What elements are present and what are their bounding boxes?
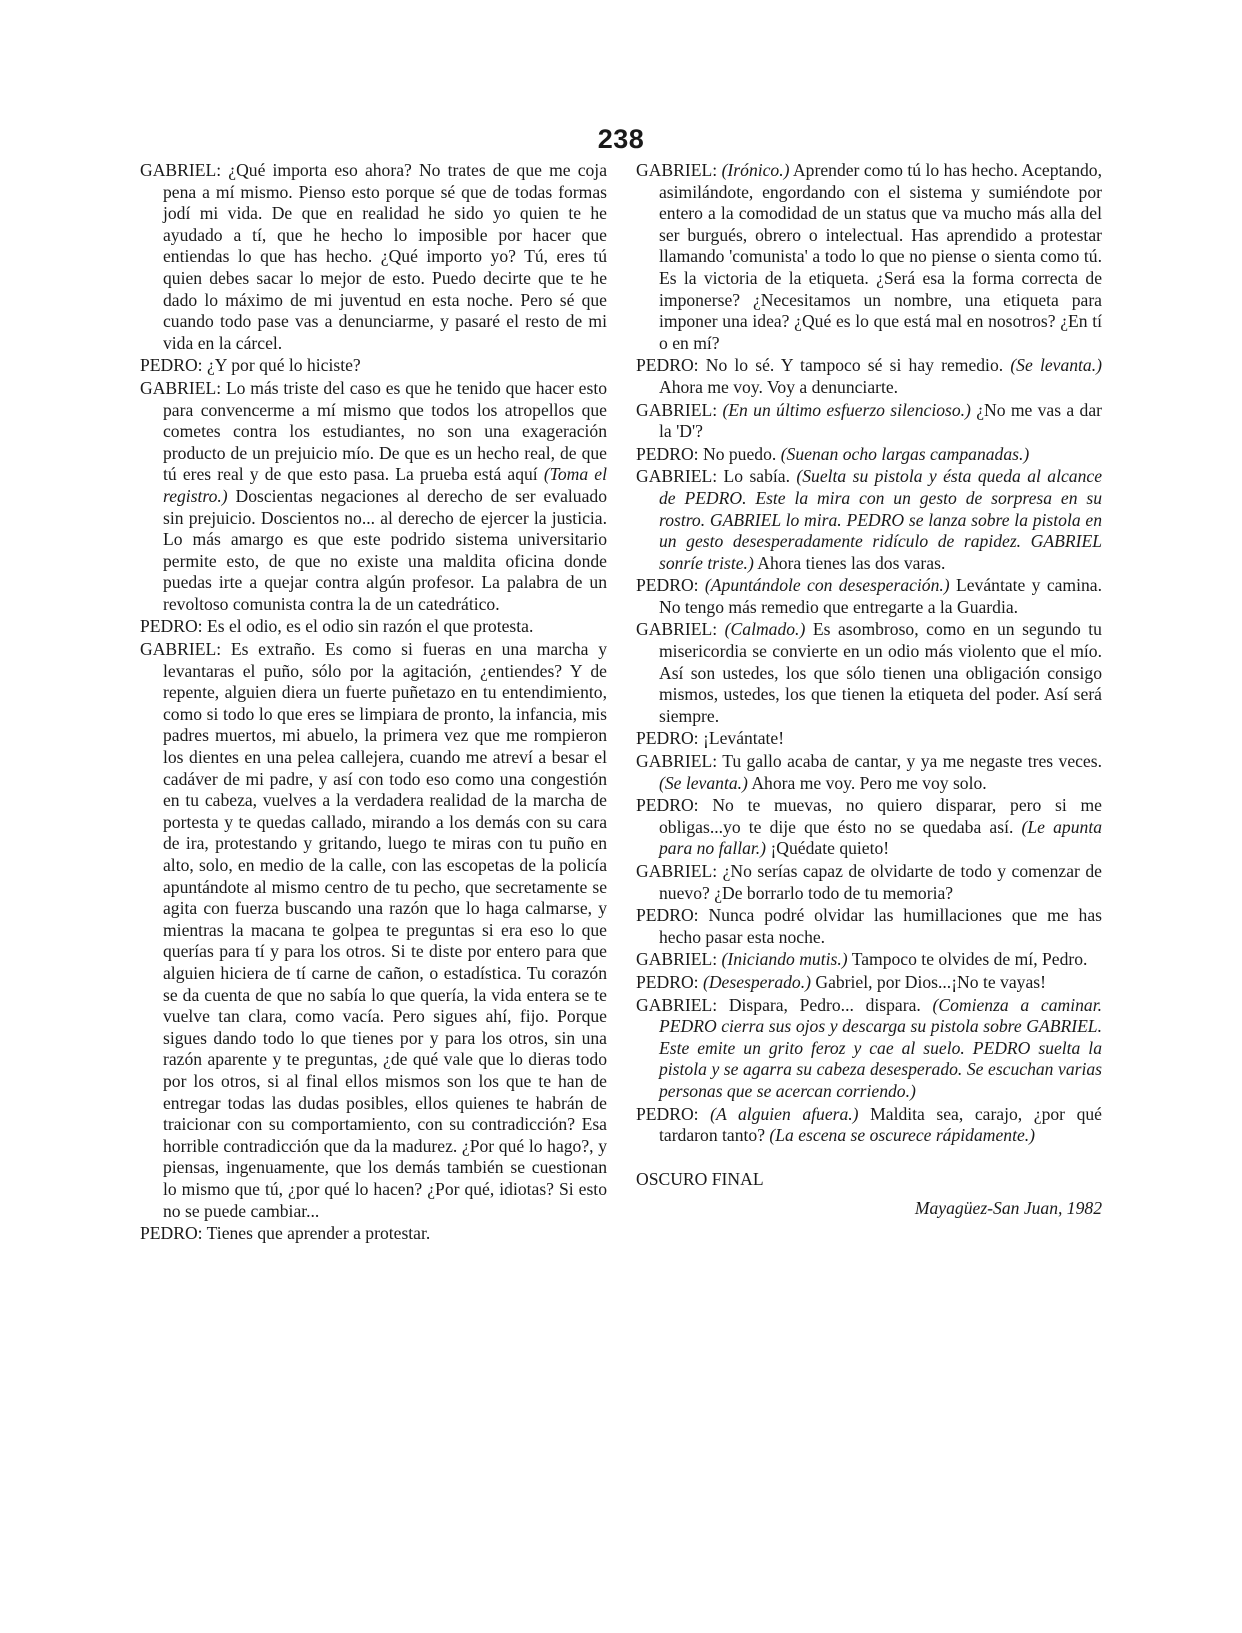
dialogue-line xyxy=(636,751,1102,794)
speaker-name: GABRIEL: xyxy=(636,949,718,970)
left-column xyxy=(140,160,607,1246)
dialogue-text: Es asombroso, como en un segundo tu misericordia se convierte en un odio más violento que el mío. Así son ustedes, los que sólo tienen una obligación consigo mismos, ustedes, los que tienen la etiqueta del poder. Así será siempre. xyxy=(659,619,1102,726)
dialogue-line xyxy=(636,1104,1102,1147)
stage-direction: (Se levanta.) xyxy=(1010,355,1102,376)
speaker-name: GABRIEL: xyxy=(636,861,718,881)
dialogue-text: Tienes que aprender a protestar. xyxy=(206,1223,431,1244)
dialogue-text: Ahora tienes las dos varas. xyxy=(753,552,946,573)
dialogue-line xyxy=(636,160,1102,354)
dialogue-text: Tu gallo acaba de cantar, y ya me negaste tres veces. xyxy=(722,751,1102,772)
speaker-name: GABRIEL: xyxy=(636,751,718,772)
stage-direction: (Se levanta.) xyxy=(659,772,748,793)
dialogue-line xyxy=(140,616,607,638)
right-column xyxy=(636,160,1102,1238)
dialogue-text: ¿No me vas a dar la 'D'? xyxy=(659,399,1102,442)
dialogue-line xyxy=(140,378,607,616)
dialogue-text: Ahora me voy. Pero me voy solo. xyxy=(747,772,987,793)
stage-direction: (Calmado.) xyxy=(724,619,806,640)
speaker-name: PEDRO: xyxy=(636,443,699,464)
dialogue-line xyxy=(636,575,1102,618)
dialogue-text: ¿Qué importa eso ahora? No trates de que me coja pena a mí mismo. Pienso esto porque sé que de todas formas jodí mi vida. De que en realidad he sido yo quien te he ayudado a tí, que he hecho lo imposible por hacer que entiendas lo que has hecho. ¿Qué importo yo? Tú, eres tú quien debes sacar lo mejor de esto. Puedo decirte que te he dado lo máximo de mi juventud en esta noche. Pero sé que cuando todo pase vas a denunciarme, y pasaré el resto de mi vida en la cárcel. xyxy=(163,160,608,353)
dialogue-text: Gabriel, por Dios...¡No te vayas! xyxy=(810,971,1046,992)
speaker-name: PEDRO: xyxy=(636,795,699,816)
dialogue-line xyxy=(636,466,1102,574)
dialogue-text: Lo sabía. xyxy=(723,466,797,487)
dialogue-text: No lo sé. Y tampoco sé si hay remedio. xyxy=(705,355,1011,376)
stage-direction: (Suelta su pistola y ésta queda al alcance de PEDRO. Este la mira con un gesto de sorpresa en su rostro. GABRIEL lo mira. PEDRO se lanza sobre la pistola en un gesto desesperadamente ridículo de rapidez. GABRIEL sonríe triste.) xyxy=(659,466,1102,573)
dialogue-text: Es el odio, es el odio sin razón el que protesta. xyxy=(206,616,534,637)
speaker-name: PEDRO: xyxy=(636,1103,699,1124)
stage-direction: (Iniciando mutis.) xyxy=(721,949,848,970)
speaker-name: GABRIEL: xyxy=(140,160,222,180)
dialogue-text: ¿Y por qué lo hiciste? xyxy=(206,355,361,376)
speaker-name: GABRIEL: xyxy=(636,399,718,420)
dialogue-line xyxy=(636,400,1102,443)
dialogue-line xyxy=(636,355,1102,398)
stage-direction: (En un último esfuerzo silencioso.) xyxy=(722,399,971,420)
dialogue-text: Lo más triste del caso es que he tenido que hacer esto para convencerme a mí mismo que todos los atropellos que cometes contra los estudiantes, no son una exageración producto de un prejuicio mío. De que es un hecho real, de que tú eres real y de que esto pasa. La prueba está aquí xyxy=(163,377,608,485)
dialogue-text: Es extraño. Es como si fueras en una marcha y levantaras el puño, sólo por la agitación, ¿entiendes? Y de repente, alguien diera un fuerte puñetazo en tu entendimiento, como si todo lo que eres se limpiara de pronto, la infancia, mis padres muertos, mi abuelo, la primera vez que me rompieron los dientes en una pelea callejera, cuando me atreví a besar el cadáver de mi padre, y así con todo eso como una congestión en tu cabeza, vuelves a la verdadera realidad de la marcha de portesta y te quedas callado, mirando a los demás con su cara de ira, protestando y gritando, luego te miras con tu puño en alto, solo, en medio de la calle, con las escopetas de la policía apuntándote al mismo centro de tu pecho, que secretamente se agita con fuerza buscando una razón que lo haga calmarse, y mientras la macana te golpea te preguntas si era eso lo que querías para tí y para los otros. Si te diste por entero para que alguien hiciera de tí carne de cañon, o estadística. Tu corazón se da cuenta de que no sabía lo que quería, la vida entera se te vuelve tan clara, como vacía. Pero sigues ahí, fijo. Porque sigues dando todo lo que tienes por y para los otros, sin una razón aparente y te preguntas, ¿de qué vale que lo dieras todo por los otros, si al final ellos mismos son los que te han de entregar todas las dudas posibles, ellos quienes te habrán de traicionar con su comportamiento, con su contradicción? Esa horrible contradicción que da la madurez. ¿Por qué lo hago?, y piensas, ingenuamente, que los demás también se cuestionan lo mismo que tú, ¿por qué lo hacen? ¿Por qué, idiotas? Si esto no se puede cambiar... xyxy=(163,639,607,1221)
dialogue-text: ¿No serías capaz de olvidarte de todo y comenzar de nuevo? ¿De borrarlo todo de tu memoria? xyxy=(659,861,1102,903)
dialogue-line xyxy=(140,639,607,1222)
dialogue-text: Maldita sea, carajo, ¿por qué tardaron tanto? xyxy=(659,1103,1102,1146)
stage-direction: (La escena se oscurece rápidamente.) xyxy=(769,1125,1036,1146)
dialogue-line xyxy=(636,619,1102,727)
dialogue-line xyxy=(140,1223,607,1245)
dialogue-text: ¡Levántate! xyxy=(702,728,785,749)
stage-direction: (Toma el registro.) xyxy=(163,464,607,506)
speaker-name: PEDRO: xyxy=(636,355,699,376)
dialogue-line xyxy=(140,355,607,377)
stage-direction: (Desesperado.) xyxy=(702,971,811,992)
speaker-name: PEDRO: xyxy=(140,1223,203,1244)
dialogue-line xyxy=(140,160,607,354)
dialogue-line xyxy=(636,905,1102,948)
stage-direction: (Suenan ocho largas campanadas.) xyxy=(780,443,1030,464)
speaker-name: GABRIEL: xyxy=(636,619,718,640)
stage-direction: (Le apunta para no fallar.) xyxy=(659,816,1102,859)
stage-direction: (Comienza a caminar. PEDRO cierra sus ojos y descarga su pistola sobre GABRIEL. Este emite un grito feroz y cae al suelo. PEDRO suelta la pistola y se agarra su cabeza desesperado. Se escuchan varias personas que se acercan corriendo.) xyxy=(659,994,1102,1101)
dialogue-text: Dispara, Pedro... dispara. xyxy=(728,994,933,1015)
dialogue-line xyxy=(636,444,1102,466)
dialogue-line xyxy=(636,949,1102,971)
speaker-name: GABRIEL: xyxy=(636,466,718,487)
speaker-name: GABRIEL: xyxy=(140,377,222,398)
dialogue-line xyxy=(636,861,1102,904)
speaker-name: PEDRO: xyxy=(636,905,699,926)
dialogue-text: Nunca podré olvidar las humillaciones que me has hecho pasar esta noche. xyxy=(659,905,1102,947)
speaker-name: PEDRO: xyxy=(636,728,699,749)
dialogue-line xyxy=(636,795,1102,860)
stage-direction: (Apuntándole con desesperación.) xyxy=(704,575,950,596)
speaker-name: PEDRO: xyxy=(140,616,203,637)
dialogue-line xyxy=(636,728,1102,750)
stage-direction: (A alguien afuera.) xyxy=(710,1103,859,1124)
speaker-name: GABRIEL: xyxy=(636,994,718,1015)
dialogue-text: Doscientas negaciones al derecho de ser evaluado sin prejuicio. Doscientos no... al derecho de ejercer la justicia. Lo más amargo es que este podrido sistema universitario permite esto, de que no existe una maldita oficina donde puedas irte a quejar contra algún profesor. La palabra de un revoltoso comunista contra la de un catedrático. xyxy=(163,485,607,614)
dialogue-text: ¡Quédate quieto! xyxy=(766,838,890,859)
dialogue-text: Aprender como tú lo has hecho. Aceptando, asimilándote, engordando con el sistema y sumiéndote por entero a la comodidad de un status que va mucho más alla del ser burgués, obrero o intelectual. Has aprendido a protestar llamando 'comunista' a todo lo que no piense o sienta como tú. Es la victoria de la etiqueta. ¿Será esa la forma correcta de imponerse? ¿Necesitamos un nombre, una etiqueta para imponer una idea? ¿Qué es lo que está mal en nosotros? ¿En tí o en mí? xyxy=(659,160,1103,353)
dialogue-text: No te muevas, no quiero disparar, pero si me obligas...yo te dije que ésto no se quedaba así. xyxy=(659,795,1102,837)
page-number: 238 xyxy=(597,124,645,154)
speaker-name: GABRIEL: xyxy=(636,160,718,180)
dialogue-text: Levántate y camina. No tengo más remedio que entregarte a la Guardia. xyxy=(659,575,1103,617)
speaker-name: PEDRO: xyxy=(636,575,699,596)
dialogue-line xyxy=(636,995,1102,1103)
stage-direction: (Irónico.) xyxy=(721,160,790,180)
closing-text: OSCURO FINAL xyxy=(636,1168,764,1189)
place-date-signature: Mayagüez-San Juan, 1982 xyxy=(914,1198,1102,1219)
speaker-name: PEDRO: xyxy=(140,355,203,376)
dialogue-text: Ahora me voy. Voy a denunciarte. xyxy=(659,376,899,397)
speaker-name: GABRIEL: xyxy=(140,639,222,660)
dialogue-line xyxy=(636,972,1102,994)
speaker-name: PEDRO: xyxy=(636,971,699,992)
dialogue-text: No puedo. xyxy=(702,443,781,464)
dialogue-text: Tampoco te olvides de mí, Pedro. xyxy=(847,949,1088,970)
